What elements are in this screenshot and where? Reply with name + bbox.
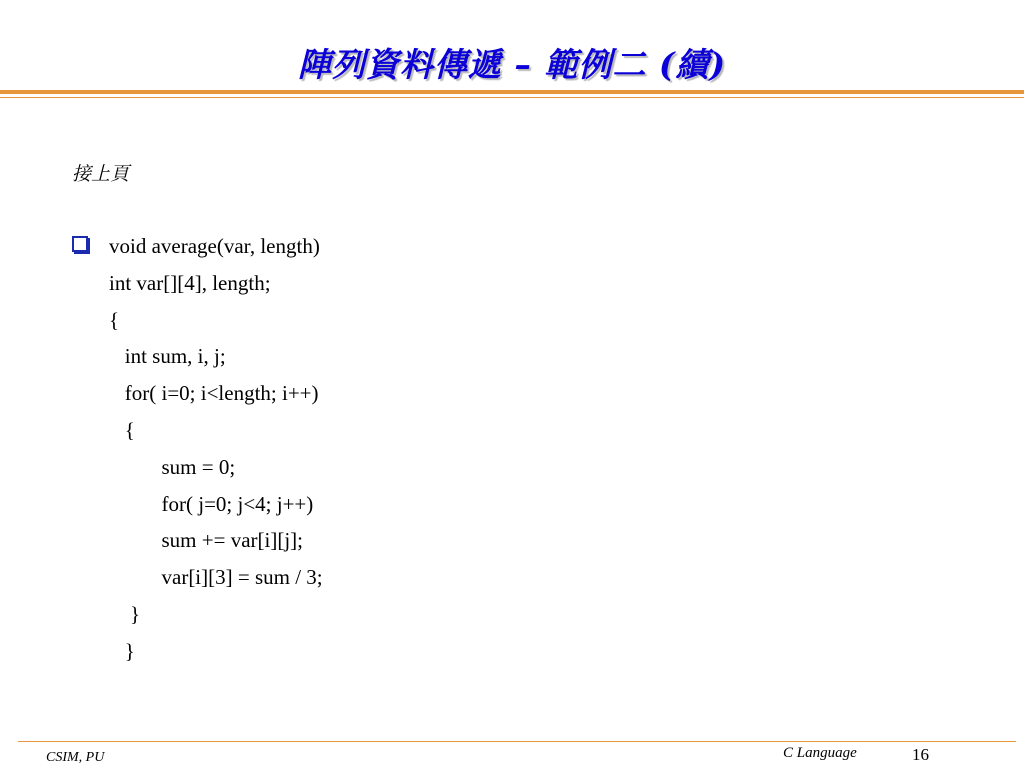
code-line: for( j=0; j<4; j++) (109, 491, 314, 516)
footer-course: C Language (783, 745, 857, 761)
page-number: 16 (912, 745, 929, 764)
code-line: { (109, 417, 135, 442)
code-line: sum += var[i][j]; (109, 528, 303, 553)
title-divider-thick (0, 90, 1024, 94)
title-divider-thin (0, 97, 1024, 98)
footer-author: CSIM, PU (46, 750, 105, 765)
checkbox-bullet-icon (72, 236, 88, 252)
code-line: int var[][4], length; (109, 270, 271, 295)
code-line: } (109, 601, 141, 626)
code-line: void average(var, length) (109, 234, 320, 258)
code-line: var[i][3] = sum / 3; (109, 565, 323, 590)
code-line: sum = 0; (109, 454, 236, 479)
code-line: } (109, 638, 135, 663)
code-line: for( i=0; i<length; i++) (109, 381, 319, 406)
footer-divider (18, 741, 1016, 742)
code-line: int sum, i, j; (109, 344, 226, 369)
code-line: { (109, 307, 120, 332)
continued-note: 接上頁 (72, 163, 130, 185)
code-block (109, 228, 323, 670)
slide-title: 陣列資料傳遞 – 範例二 (續) (297, 45, 727, 84)
